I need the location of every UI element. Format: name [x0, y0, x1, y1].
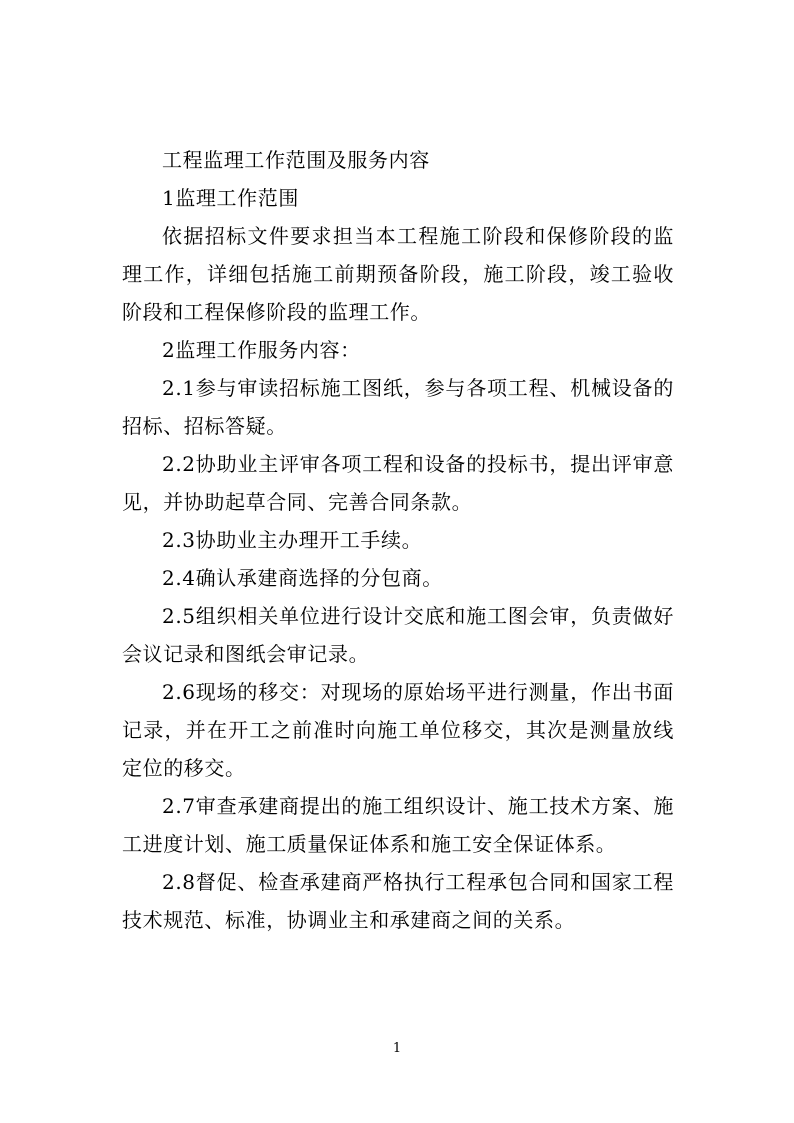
list-item: 2.4确认承建商选择的分包商。 — [162, 566, 443, 590]
list-item: 2.1参与审读招标施工图纸，参与各项工程、机械设备的招标、招标答疑。 — [122, 376, 674, 438]
list-item: 2.2协助业主评审各项工程和设备的投标书，提出评审意见，并协助起草合同、完善合同条款。 — [122, 452, 674, 514]
list-item: 2.5组织相关单位进行设计交底和施工图会审，负责做好会议记录和图纸会审记录。 — [122, 604, 674, 666]
list-item: 2.3协助业主办理开工手续。 — [162, 528, 423, 552]
body-paragraph: 依据招标文件要求担当本工程施工阶段和保修阶段的监理工作，详细包括施工前期预备阶段，施工阶段，竣工验收阶段和工程保修阶段的监理工作。 — [122, 224, 674, 324]
list-item: 2.7审查承建商提出的施工组织设计、施工技术方案、施工进度计划、施工质量保证体系和施工安全保证体系。 — [122, 794, 674, 856]
document-body — [122, 141, 674, 939]
list-item: 2.8督促、检查承建商严格执行工程承包合同和国家工程技术规范、标准，协调业主和承建商之间的关系。 — [122, 870, 674, 932]
document-title: 工程监理工作范围及服务内容 — [162, 148, 430, 172]
list-item: 2.6现场的移交：对现场的原始场平进行测量，作出书面记录，并在开工之前准时向施工单位移交，其次是测量放线定位的移交。 — [122, 680, 674, 780]
section-heading: 2监理工作服务内容： — [162, 338, 361, 362]
section-heading: 1监理工作范围 — [162, 186, 299, 210]
page-number: 1 — [392, 1041, 402, 1056]
